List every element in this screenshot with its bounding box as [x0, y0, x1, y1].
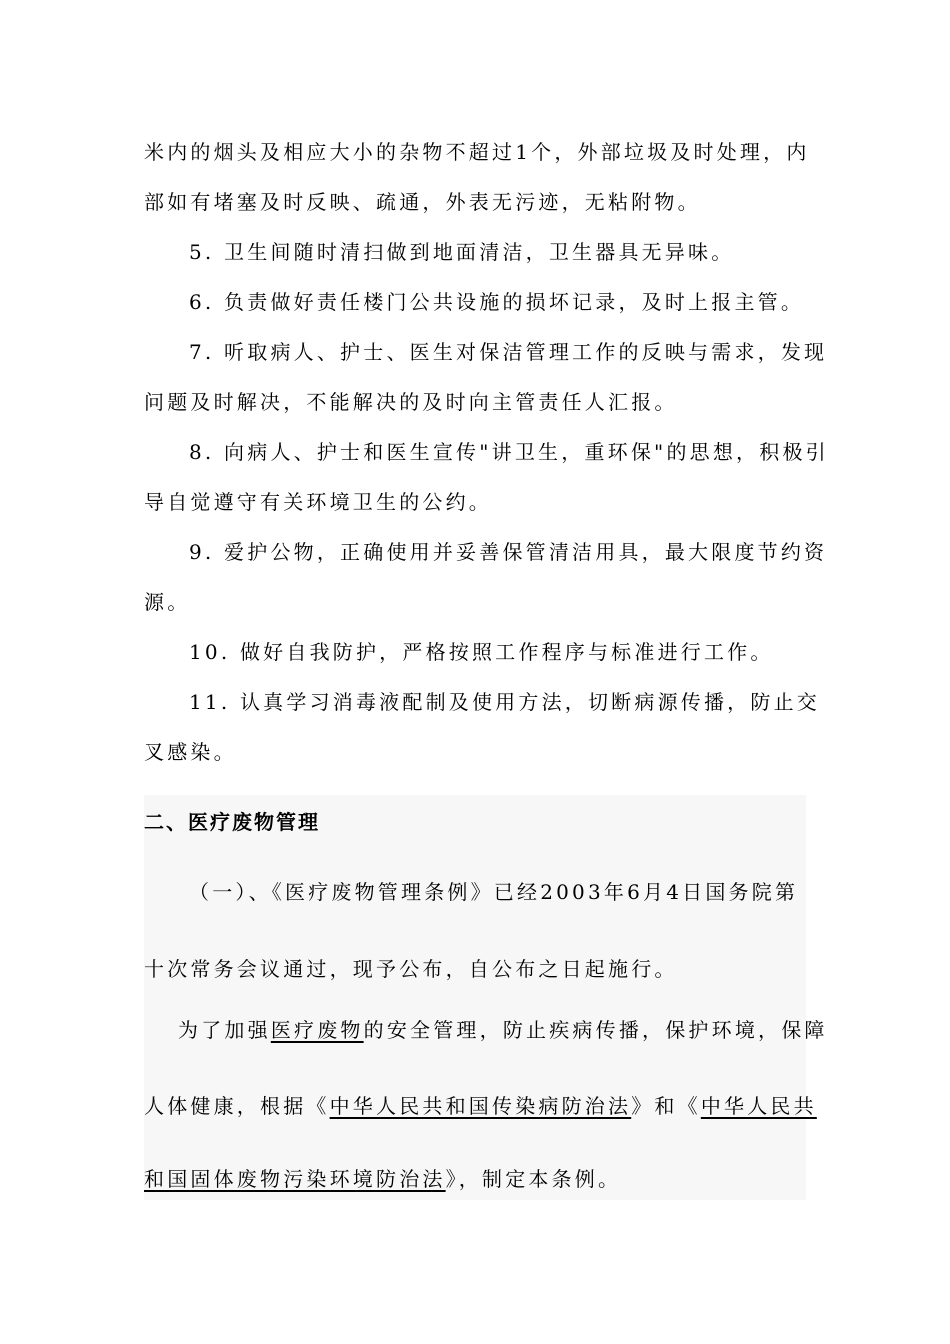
link-medical-waste[interactable]: 医疗废物: [270, 1018, 364, 1042]
link-solid-waste-law-part2[interactable]: 和国固体废物污染环境防治法: [144, 1167, 446, 1191]
text-line: 问题及时解决，不能解决的及时向主管责任人汇报。: [144, 390, 678, 414]
list-item-5: 5. 卫生间随时清扫做到地面清洁，卫生器具无异味。: [189, 240, 735, 264]
paragraph-line: （一）、《医疗废物管理条例》已经2003年6月4日国务院第: [189, 880, 799, 904]
paragraph-line: 十次常务会议通过，现予公布，自公布之日起施行。: [144, 957, 678, 981]
text-line: 导自觉遵守有关环境卫生的公约。: [144, 490, 492, 514]
link-infectious-disease-law[interactable]: 中华人民共和国传染病防治法: [329, 1094, 632, 1118]
text-run: 人体健康，根据《: [144, 1094, 330, 1118]
paragraph-line: [178, 1016, 842, 1044]
section-heading: 二、医疗废物管理: [144, 810, 320, 834]
text-run: 》和《: [631, 1094, 701, 1118]
paragraph-line: [144, 1092, 817, 1120]
list-item-7: 7. 听取病人、护士、医生对保洁管理工作的反映与需求，发现: [189, 340, 828, 364]
text-run: 的安全管理，防止疾病传播，保护环境，保障: [363, 1018, 828, 1042]
link-solid-waste-law-part1[interactable]: 中华人民共: [700, 1094, 817, 1118]
text-line: 叉感染。: [144, 740, 237, 764]
list-item-10: 10. 做好自我防护，严格按照工作程序与标准进行工作。: [189, 640, 774, 664]
text-line: 部如有堵塞及时反映、疏通，外表无污迹，无粘附物。: [144, 190, 701, 214]
text-line: 米内的烟头及相应大小的杂物不超过1个，外部垃圾及时处理，内: [144, 140, 810, 164]
paragraph-line: [144, 1165, 808, 1193]
text-line: 源。: [144, 590, 191, 614]
list-item-8: 8. 向病人、护士和医生宣传"讲卫生，重环保"的思想，积极引: [189, 440, 829, 464]
text-run: 为了加强: [178, 1018, 271, 1042]
text-run: 》，制定本条例。: [445, 1167, 622, 1191]
list-item-6: 6. 负责做好责任楼门公共设施的损坏记录，及时上报主管。: [189, 290, 805, 314]
shaded-block: [144, 795, 806, 1200]
list-item-11: 11. 认真学习消毒液配制及使用方法，切断病源传播，防止交: [189, 690, 820, 714]
list-item-9: 9. 爱护公物，正确使用并妥善保管清洁用具，最大限度节约资: [189, 540, 828, 564]
